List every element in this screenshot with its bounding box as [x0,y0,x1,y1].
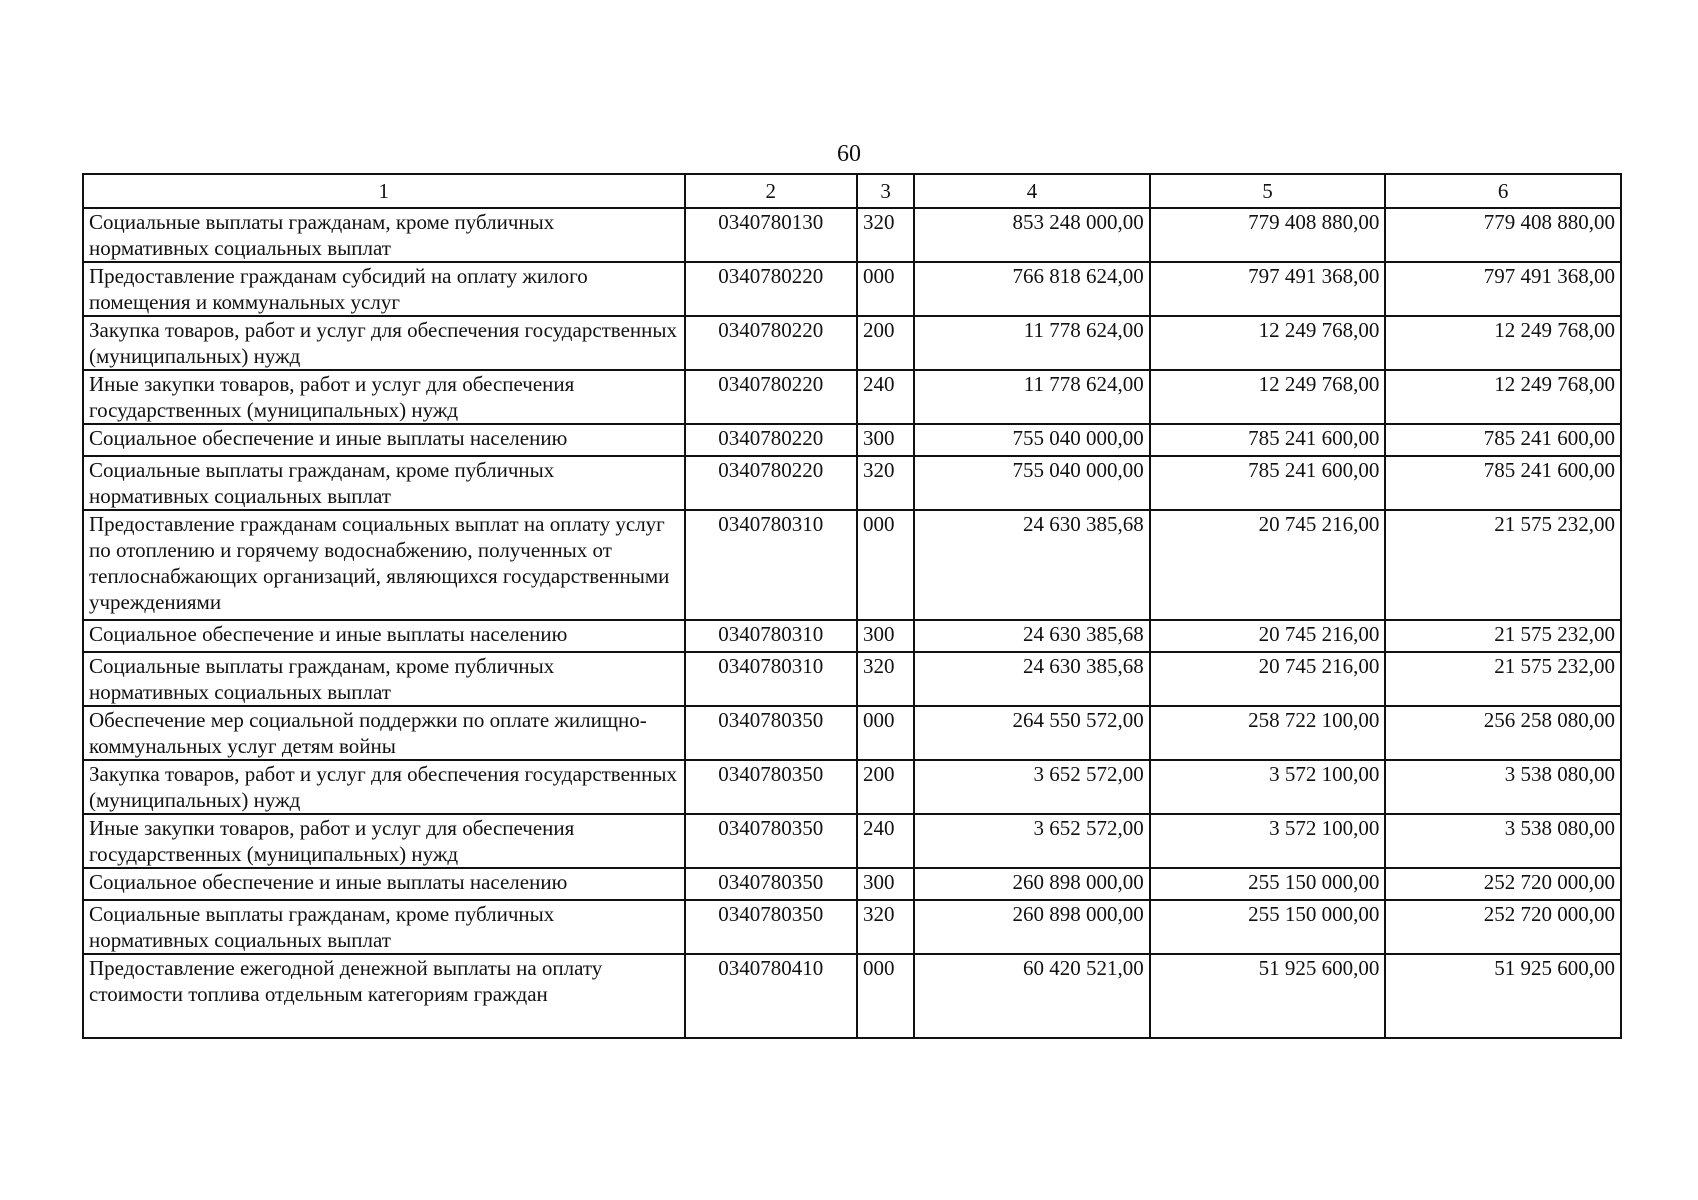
amount-col-4: 11 778 624,00 [914,370,1150,424]
amount-col-5: 20 745 216,00 [1150,652,1386,706]
expense-type-code: 200 [857,316,914,370]
expense-name: Предоставление гражданам субсидий на оплату жилого помещения и коммунальных услуг [83,262,685,316]
amount-col-6: 256 258 080,00 [1385,706,1621,760]
amount-col-5: 797 491 368,00 [1150,262,1386,316]
target-article-code: 0340780350 [685,900,857,954]
amount-col-5: 3 572 100,00 [1150,760,1386,814]
amount-col-5: 785 241 600,00 [1150,456,1386,510]
expense-name: Социальное обеспечение и иные выплаты населению [83,620,685,652]
target-article-code: 0340780220 [685,262,857,316]
target-article-code: 0340780220 [685,456,857,510]
column-header-4: 4 [914,174,1150,208]
table-row [83,760,1621,814]
amount-col-6: 21 575 232,00 [1385,510,1621,620]
page-number: 60 [837,141,861,167]
column-header-3: 3 [857,174,914,208]
amount-col-5: 258 722 100,00 [1150,706,1386,760]
target-article-code: 0340780350 [685,706,857,760]
target-article-code: 0340780410 [685,954,857,1038]
target-article-code: 0340780220 [685,370,857,424]
table-row [83,814,1621,868]
table-row [83,900,1621,954]
amount-col-6: 21 575 232,00 [1385,652,1621,706]
amount-col-4: 260 898 000,00 [914,868,1150,900]
amount-col-5: 255 150 000,00 [1150,868,1386,900]
amount-col-5: 3 572 100,00 [1150,814,1386,868]
amount-col-4: 766 818 624,00 [914,262,1150,316]
expense-name: Социальные выплаты гражданам, кроме публичных нормативных социальных выплат [83,456,685,510]
expense-name: Иные закупки товаров, работ и услуг для обеспечения государственных (муниципальных) нужд [83,370,685,424]
amount-col-5: 20 745 216,00 [1150,620,1386,652]
amount-col-6: 12 249 768,00 [1385,370,1621,424]
expense-type-code: 320 [857,208,914,262]
expense-name: Предоставление гражданам социальных выплат на оплату услуг по отоплению и горячему водоснабжению, полученных от теплоснабжающих организаций, являющихся государственными учреждениями [83,510,685,620]
table-row [83,706,1621,760]
table-row [83,262,1621,316]
column-header-5: 5 [1150,174,1386,208]
amount-col-6: 779 408 880,00 [1385,208,1621,262]
target-article-code: 0340780310 [685,620,857,652]
amount-col-6: 785 241 600,00 [1385,456,1621,510]
amount-col-4: 3 652 572,00 [914,760,1150,814]
expense-name: Обеспечение мер социальной поддержки по оплате жилищно-коммунальных услуг детям войны [83,706,685,760]
expense-type-code: 000 [857,510,914,620]
expense-name: Закупка товаров, работ и услуг для обеспечения государственных (муниципальных) нужд [83,760,685,814]
table-row [83,208,1621,262]
expense-name: Социальные выплаты гражданам, кроме публичных нормативных социальных выплат [83,900,685,954]
expense-name: Социальные выплаты гражданам, кроме публичных нормативных социальных выплат [83,652,685,706]
target-article-code: 0340780130 [685,208,857,262]
expense-name: Предоставление ежегодной денежной выплаты на оплату стоимости топлива отдельным категориям граждан [83,954,685,1038]
amount-col-5: 255 150 000,00 [1150,900,1386,954]
table-row [83,954,1621,1038]
table-row [83,510,1621,620]
expense-name: Закупка товаров, работ и услуг для обеспечения государственных (муниципальных) нужд [83,316,685,370]
table-row [83,456,1621,510]
amount-col-5: 779 408 880,00 [1150,208,1386,262]
expense-type-code: 000 [857,954,914,1038]
target-article-code: 0340780220 [685,316,857,370]
table-row [83,652,1621,706]
amount-col-6: 797 491 368,00 [1385,262,1621,316]
amount-col-6: 252 720 000,00 [1385,868,1621,900]
amount-col-4: 60 420 521,00 [914,954,1150,1038]
expense-name: Социальное обеспечение и иные выплаты населению [83,868,685,900]
amount-col-4: 755 040 000,00 [914,424,1150,456]
target-article-code: 0340780350 [685,760,857,814]
amount-col-6: 51 925 600,00 [1385,954,1621,1038]
target-article-code: 0340780350 [685,868,857,900]
amount-col-5: 51 925 600,00 [1150,954,1386,1038]
table-row [83,424,1621,456]
amount-col-5: 20 745 216,00 [1150,510,1386,620]
expense-type-code: 240 [857,814,914,868]
expense-type-code: 000 [857,706,914,760]
amount-col-6: 252 720 000,00 [1385,900,1621,954]
expense-name: Социальное обеспечение и иные выплаты населению [83,424,685,456]
amount-col-4: 11 778 624,00 [914,316,1150,370]
expense-type-code: 200 [857,760,914,814]
column-header-2: 2 [685,174,857,208]
expense-type-code: 240 [857,370,914,424]
amount-col-6: 3 538 080,00 [1385,814,1621,868]
amount-col-4: 24 630 385,68 [914,620,1150,652]
expense-name: Иные закупки товаров, работ и услуг для обеспечения государственных (муниципальных) нужд [83,814,685,868]
amount-col-4: 3 652 572,00 [914,814,1150,868]
table-row [83,868,1621,900]
column-header-1: 1 [83,174,685,208]
expense-type-code: 300 [857,868,914,900]
target-article-code: 0340780310 [685,652,857,706]
amount-col-5: 785 241 600,00 [1150,424,1386,456]
expense-type-code: 320 [857,652,914,706]
amount-col-5: 12 249 768,00 [1150,370,1386,424]
expense-type-code: 320 [857,900,914,954]
target-article-code: 0340780310 [685,510,857,620]
amount-col-4: 755 040 000,00 [914,456,1150,510]
table-row [83,370,1621,424]
expense-name: Социальные выплаты гражданам, кроме публичных нормативных социальных выплат [83,208,685,262]
amount-col-4: 24 630 385,68 [914,652,1150,706]
expense-type-code: 300 [857,424,914,456]
target-article-code: 0340780220 [685,424,857,456]
amount-col-6: 21 575 232,00 [1385,620,1621,652]
table-row [83,316,1621,370]
amount-col-4: 264 550 572,00 [914,706,1150,760]
target-article-code: 0340780350 [685,814,857,868]
table-row [83,620,1621,652]
expense-type-code: 300 [857,620,914,652]
expense-type-code: 000 [857,262,914,316]
amount-col-4: 853 248 000,00 [914,208,1150,262]
column-header-6: 6 [1385,174,1621,208]
amount-col-5: 12 249 768,00 [1150,316,1386,370]
amount-col-6: 3 538 080,00 [1385,760,1621,814]
amount-col-4: 260 898 000,00 [914,900,1150,954]
header-row [83,174,1621,208]
amount-col-6: 12 249 768,00 [1385,316,1621,370]
expense-type-code: 320 [857,456,914,510]
amount-col-6: 785 241 600,00 [1385,424,1621,456]
amount-col-4: 24 630 385,68 [914,510,1150,620]
budget-table [82,173,1622,1039]
